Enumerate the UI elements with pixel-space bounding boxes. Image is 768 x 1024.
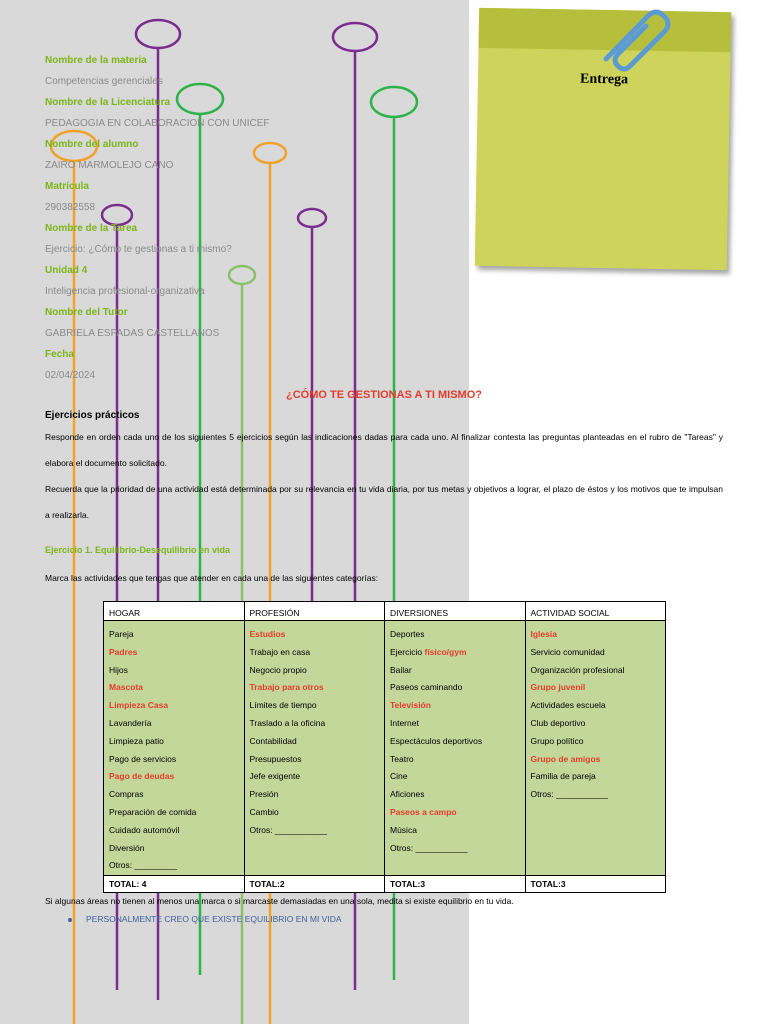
activity-text: Aficiones: [390, 789, 425, 800]
activity-item: [109, 751, 239, 769]
activity-item: [390, 626, 520, 644]
activity-text: Limpieza patio: [109, 735, 164, 746]
activity-text: Otros: ___________: [249, 824, 328, 835]
activity-text: Deportes: [390, 629, 425, 639]
activity-item: [250, 768, 380, 786]
activity-item: [109, 626, 239, 644]
activity-item: [250, 715, 380, 733]
activity-item: [390, 644, 520, 662]
activity-text: Presupuestos: [249, 753, 302, 764]
activity-text: Trabajo en casa: [249, 646, 311, 657]
activity-text: Teatro: [390, 753, 414, 764]
column-header: PROFESIÓN: [244, 602, 385, 621]
activity-item: [250, 662, 380, 680]
meta-label: Nombre de la materia: [45, 55, 147, 66]
meta-label: Nombre del alumno: [45, 139, 139, 150]
activity-text: Mascota: [109, 682, 144, 693]
column-header: HOGAR: [104, 602, 245, 621]
activity-item: [109, 822, 239, 840]
meta-value: 290382558: [45, 202, 96, 213]
activity-text: Organización profesional: [530, 664, 625, 675]
activity-item: [390, 715, 520, 733]
activity-item: [109, 715, 239, 733]
meta-value: Ejercicio: ¿Cómo te gestionas a ti mismo?: [45, 244, 232, 255]
activities-table: [103, 601, 666, 893]
activity-highlight: físico/gym: [424, 646, 467, 657]
sticky-note-label: Entrega: [579, 71, 629, 88]
activity-text: Paseos a campo: [390, 806, 457, 817]
meta-label: Nombre de la Licenciatura: [45, 97, 171, 108]
activity-item: [390, 662, 520, 680]
activity-item: [531, 715, 661, 733]
activity-item: [531, 768, 661, 786]
meta-label: Matrícula: [45, 181, 89, 192]
activity-item: [109, 662, 239, 680]
activity-text: Otros: ___________: [390, 842, 468, 853]
meta-label: Nombre del Tutor: [45, 307, 128, 318]
activity-text: Cine: [390, 771, 408, 782]
activity-item: [531, 626, 661, 644]
activity-text: Contabilidad: [249, 735, 297, 746]
activity-text: Pareja: [109, 629, 134, 639]
activity-text: Padres: [109, 646, 138, 657]
document-title: ¿CÓMO TE GESTIONAS A TI MISMO?: [286, 389, 482, 401]
cover-info: [45, 54, 465, 390]
activity-text: Grupo político: [530, 735, 584, 746]
bullet-dot: [68, 918, 72, 922]
activity-item: [390, 697, 520, 715]
activity-item: [250, 644, 380, 662]
activity-item: [531, 697, 661, 715]
activity-text: Preparación de comida: [109, 806, 197, 817]
activity-item: [390, 768, 520, 786]
answer-text: PERSONALMENTE CREO QUE EXISTE EQUILIBRIO EN MI VIDA: [86, 914, 342, 924]
activity-item: [531, 662, 661, 680]
meta-value: Inteligencia profesional-organizativa: [45, 286, 205, 297]
activity-text: Limpieza Casa: [109, 700, 169, 711]
activity-item: [109, 733, 239, 751]
activity-text: Trabajo para otros: [249, 682, 324, 693]
meta-value: ZAIRO MARMOLEJO CANO: [45, 160, 174, 171]
activity-text: Iglesia: [530, 629, 557, 639]
balance-note: Si algunas áreas no tienen al menos una marca o si marcaste demasiadas en una sola, medita si existe equilibrio en tu vida.: [45, 896, 514, 906]
column-header: DIVERSIONES: [385, 602, 526, 621]
column-header: ACTIVIDAD SOCIAL: [525, 602, 666, 621]
priority-paragraph: Recuerda que la prioridad de una actividad está determinada por su relevancia en tu vida diaria, por tus metas y objetivos a lograr, el plazo de éstos y los motivos que te impulsan a realizarla.: [45, 484, 723, 520]
activity-text: Grupo juvenil: [530, 682, 586, 693]
activity-text: Traslado a la oficina: [249, 717, 326, 728]
activity-item: [390, 822, 520, 840]
activity-item: [250, 626, 380, 644]
activity-text: Hijos: [109, 664, 128, 675]
activity-item: [109, 768, 239, 786]
activity-text: Club deportivo: [530, 717, 586, 728]
instructions-paragraph: Responde en orden cada uno de los siguientes 5 ejercicios según las indicaciones dadas para cada uno. Al finalizar contesta las preguntas planteadas en el rubro de "Tareas" y elabora el documento solicitado.: [45, 432, 723, 468]
activity-item: [250, 679, 380, 697]
activity-item: [250, 786, 380, 804]
activity-item: [531, 679, 661, 697]
activity-text: Música: [390, 824, 417, 835]
activity-item: [390, 679, 520, 697]
meta-label: Unidad 4: [45, 265, 88, 276]
activity-item: [531, 644, 661, 662]
activity-text: Jefe exigente: [249, 771, 301, 782]
activity-item: [250, 733, 380, 751]
activity-text: Familia de pareja: [530, 771, 596, 782]
activity-item: [109, 840, 239, 858]
activity-text: Grupo de amigos: [530, 753, 601, 764]
activity-item: [390, 751, 520, 769]
activity-item: [109, 644, 239, 662]
activity-text: Pago de deudas: [109, 771, 175, 782]
activity-text: Bailar: [390, 664, 412, 675]
column-activities: [244, 621, 385, 876]
column-activities: [525, 621, 666, 876]
activity-text: Otros: _________: [109, 860, 178, 871]
activity-item: [390, 840, 520, 858]
section-heading: Ejercicios prácticos: [45, 410, 140, 421]
activity-text: Diversión: [109, 842, 145, 853]
activity-item: [109, 857, 239, 875]
activity-item: [109, 786, 239, 804]
activity-item: [250, 822, 380, 840]
activity-item: [531, 751, 661, 769]
activity-text: Cambio: [249, 806, 279, 817]
activity-item: [531, 786, 661, 804]
activity-item: [109, 697, 239, 715]
column-activities: [385, 621, 526, 876]
activity-item: [390, 804, 520, 822]
activity-text: Servicio comunidad: [530, 646, 605, 657]
activity-text: Televisión: [390, 700, 431, 711]
activity-text: Cuidado automóvil: [109, 824, 180, 835]
exercise-title: Ejercicio 1. Equilibrio-Desequilibrio en vida: [45, 545, 231, 555]
meta-value: 02/04/2024: [45, 370, 96, 381]
activity-text: Presión: [249, 789, 279, 800]
column-total: TOTAL: 4: [104, 876, 245, 893]
meta-label: Fecha: [45, 349, 74, 360]
exercise-instruction: Marca las actividades que tengas que atender en cada una de las siguientes categorías:: [45, 573, 379, 583]
activity-item: [390, 733, 520, 751]
meta-value: GABRIELA ESPADAS CASTELLANOS: [45, 328, 220, 339]
column-total: TOTAL:3: [525, 876, 666, 893]
activity-item: [109, 804, 239, 822]
activity-text: Negocio propio: [249, 664, 307, 675]
activity-text: Pago de servicios: [109, 753, 177, 764]
meta-label: Nombre de la Tarea: [45, 223, 138, 234]
activity-item: [109, 679, 239, 697]
paperclip-icon: [596, 4, 676, 74]
column-total: TOTAL:3: [385, 876, 526, 893]
activity-text: Espectáculos deportivos: [390, 735, 483, 746]
activity-item: [250, 804, 380, 822]
activity-text: Límites de tiempo: [249, 700, 317, 711]
meta-value: PEDAGOGIA EN COLABORACION CON UNICEF: [45, 118, 270, 129]
answer-bullet: [68, 914, 342, 924]
activity-text: Otros: ___________: [530, 789, 609, 800]
activity-text: Estudios: [249, 629, 286, 639]
column-activities: [104, 621, 245, 876]
activity-item: [531, 733, 661, 751]
activity-text: Compras: [109, 789, 144, 800]
activity-item: [250, 751, 380, 769]
activity-item: [390, 786, 520, 804]
activity-text: Internet: [390, 717, 419, 728]
activity-text: Paseos caminando: [390, 682, 463, 693]
activity-text: Ejercicio: [390, 646, 425, 657]
activity-item: [250, 697, 380, 715]
column-total: TOTAL:2: [244, 876, 385, 893]
activity-text: Actividades escuela: [530, 700, 606, 711]
meta-value: Competencias gerenciales: [45, 76, 163, 87]
activity-text: Lavandería: [109, 717, 152, 728]
